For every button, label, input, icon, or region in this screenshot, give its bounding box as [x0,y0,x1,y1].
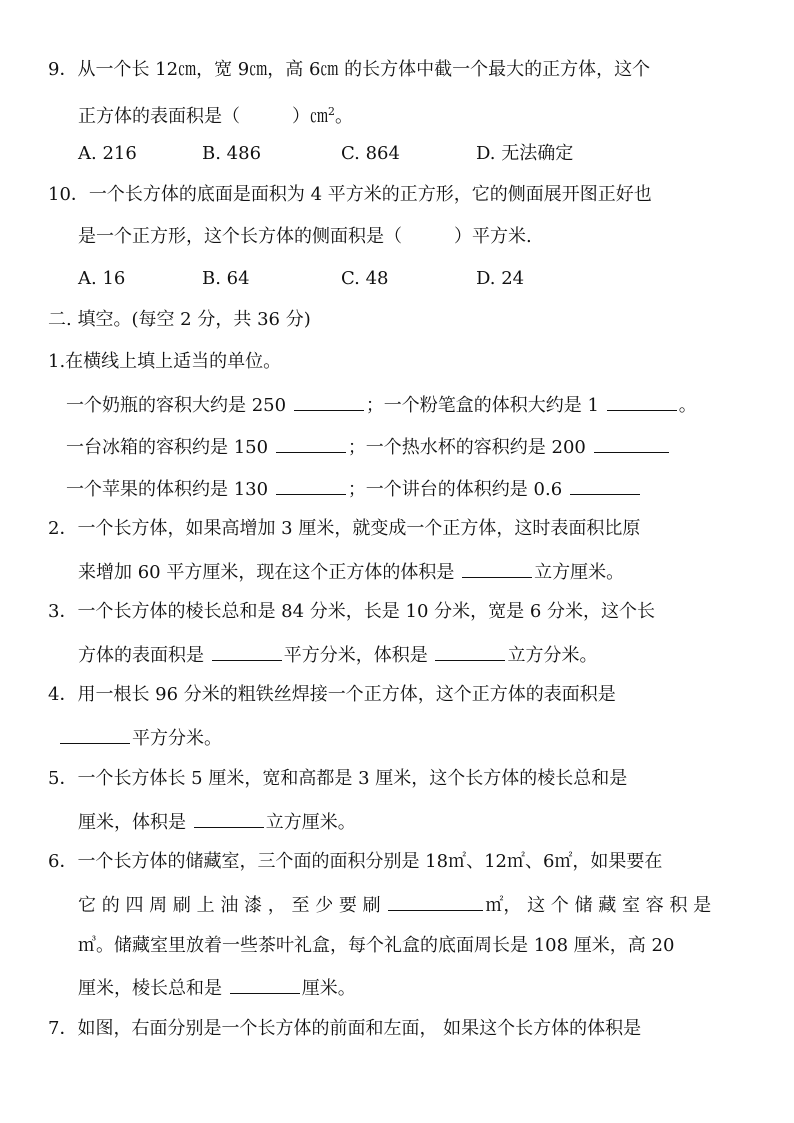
f2-line2-a: 来增加 60 平方厘米，现在这个正方体的体积是 [78,562,455,583]
f1-blank-6[interactable] [570,476,640,495]
q9-option-c[interactable]: C. 864 [341,143,400,164]
f1-row1-b: ；一个粉笔盒的体积大约是 1 [365,395,599,416]
f6-line4-b: 厘米。 [301,978,356,999]
f1-row2 [66,434,671,458]
f6-blank-2[interactable] [230,975,300,994]
q9-line1: 9．从一个长 12㎝，宽 9㎝，高 6㎝ 的长方体中截一个最大的正方体，这个 [48,59,651,80]
f3-line1: 3．一个长方体的棱长总和是 84 分米，长是 10 分米，宽是 6 分米，这个长 [48,601,656,622]
f2-line1: 2．一个长方体，如果高增加 3 厘米，就变成一个正方体，这时表面积比原 [48,518,641,539]
q10-option-a[interactable]: A. 16 [78,268,126,289]
f1-blank-1[interactable] [294,392,364,411]
f6-line4 [78,975,356,999]
f6-line4-a: 厘米，棱长总和是 [78,978,222,999]
q10-line1: 10．一个长方体的底面是面积为 4 平方米的正方形，它的侧面展开图正好也 [48,184,652,205]
f4-line2 [58,725,222,749]
f1-row1-a: 一个奶瓶的容积大约是 250 [66,395,287,416]
q9-unit-superscript: 2 [328,105,335,118]
f3-line2 [78,642,597,666]
f4-blank[interactable] [60,725,130,744]
f1-row3 [66,476,642,500]
f1-row2-b: ；一个热水杯的容积约是 200 [347,437,586,458]
f6-blank-1[interactable] [388,892,483,911]
q10-line2 [78,225,532,249]
f1-row1-c: 。 [678,395,697,416]
f1-row3-b: ；一个讲台的体积约是 0.6 [347,479,563,500]
q9-option-d[interactable]: D. 无法确定 [476,143,574,164]
f1-blank-3[interactable] [276,434,346,453]
f5-line2-a: 厘米，体积是 [78,812,186,833]
q10-option-b[interactable]: B. 64 [202,268,250,289]
f1-blank-5[interactable] [276,476,346,495]
f6-line2-b: ㎡， 这 个 储 藏 室 容 积 是 [485,895,712,916]
f1-blank-4[interactable] [594,434,669,453]
f6-line3: ㎥。储藏室里放着一些茶叶礼盒，每个礼盒的底面周长是 108 厘米，高 20 [78,935,675,956]
f2-blank[interactable] [462,559,532,578]
f1-row3-a: 一个苹果的体积约是 130 [66,479,269,500]
q10-line2-suffix: ）平方米. [454,226,532,247]
f2-line2-b: 立方厘米。 [534,562,625,583]
f5-line2-b: 立方厘米。 [265,812,356,833]
q10-option-c[interactable]: C. 48 [341,268,389,289]
q9-option-b[interactable]: B. 486 [202,143,262,164]
f1-title: 1.在横线上填上适当的单位。 [48,351,282,372]
q9-line2-end: 。 [335,106,353,127]
f2-line2 [78,559,624,583]
f3-blank-1[interactable] [212,642,282,661]
f5-line2 [78,809,356,833]
q9-line2 [78,100,353,127]
f6-line2 [78,892,711,916]
f1-blank-2[interactable] [607,392,677,411]
f6-line2-a: 它 的 四 周 刷 上 油 漆 ， 至 少 要 刷 [78,895,381,916]
q9-line2-prefix: 正方体的表面积是（ [78,106,240,127]
q10-option-d[interactable]: D. 24 [476,268,525,289]
section2-title: 二. 填空。(每空 2 分，共 36 分) [48,309,311,330]
f5-line1: 5．一个长方体长 5 厘米，宽和高都是 3 厘米，这个长方体的棱长总和是 [48,768,628,789]
f3-line2-b: 平方分米，体积是 [283,645,428,666]
f4-line2-b: 平方分米。 [132,728,222,749]
f6-line1: 6．一个长方体的储藏室，三个面的面积分别是 18㎡、12㎡、6㎡，如果要在 [48,851,663,872]
f5-blank[interactable] [194,809,264,828]
q9-line2-unit: ）㎝ [292,106,328,127]
q9-option-a[interactable]: A. 216 [78,143,137,164]
q10-line2-prefix: 是一个正方形，这个长方体的侧面积是（ [78,226,402,247]
f3-line2-a: 方体的表面积是 [78,645,204,666]
f3-line2-c: 立方分米。 [507,645,598,666]
f3-blank-2[interactable] [435,642,505,661]
f1-row1 [66,392,697,416]
f4-line1: 4．用一根长 96 分米的粗铁丝焊接一个正方体，这个正方体的表面积是 [48,684,616,705]
f1-row2-a: 一台冰箱的容积约是 150 [66,437,269,458]
f7-line1: 7．如图，右面分别是一个长方体的前面和左面， 如果这个长方体的体积是 [48,1018,642,1039]
